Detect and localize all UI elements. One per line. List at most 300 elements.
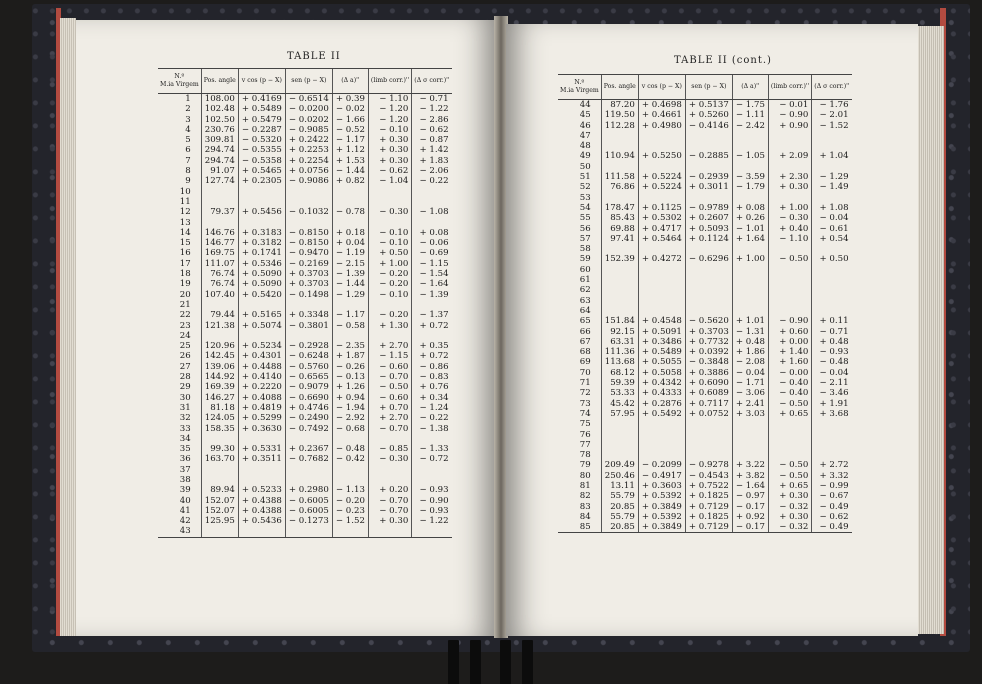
table-cell-delta-sigma <box>412 331 452 341</box>
table-cell-pos-angle <box>601 131 638 141</box>
table-cell-sen: + 0.5137 <box>685 100 732 111</box>
table-row <box>558 151 852 161</box>
table-cell-delta-a: + 3.03 <box>732 409 768 419</box>
table-cell-limb-corr <box>768 419 811 429</box>
table-cell-limb-corr: + 0.30 <box>768 182 811 192</box>
table-cell-number: 67 <box>579 336 591 347</box>
table-cell-pos-angle: 57.95 <box>601 409 638 419</box>
table-cell-pos-angle: 111.58 <box>601 172 638 182</box>
table-row <box>158 475 452 485</box>
table-row <box>158 218 452 228</box>
table-cell-limb-corr: − 1.15 <box>368 351 411 361</box>
table-cell-delta-a <box>732 306 768 316</box>
table-cell-number: 6 <box>185 145 191 156</box>
table-cell-sen: + 0.3703 <box>285 279 332 289</box>
table-cell-number: 57 <box>579 233 591 244</box>
table-cell-v-cos: + 0.3183 <box>238 228 285 238</box>
table-row <box>558 296 852 306</box>
table-row <box>558 254 852 264</box>
table-cell-number: 18 <box>179 269 191 280</box>
table-cell-delta-sigma: − 0.93 <box>412 485 452 495</box>
table-cell-v-cos <box>638 430 685 440</box>
table-cell-pos-angle: 152.07 <box>201 496 238 506</box>
table-cell-delta-sigma: + 0.50 <box>812 254 852 264</box>
table-row <box>558 450 852 460</box>
table-cell-pos-angle: 59.39 <box>601 378 638 388</box>
table-row <box>558 275 852 285</box>
table-cell-limb-corr: + 0.65 <box>768 481 811 491</box>
table-cell-delta-a: + 1.12 <box>332 145 368 155</box>
table-cell-limb-corr <box>768 285 811 295</box>
table-cell-delta-sigma <box>812 131 852 141</box>
table-row <box>158 259 452 269</box>
table-cell-pos-angle: 92.15 <box>601 327 638 337</box>
table-cell-v-cos <box>238 187 285 197</box>
table-cell-delta-a: + 0.48 <box>732 337 768 347</box>
table-cell-limb-corr: + 0.40 <box>768 224 811 234</box>
table-cell-number: 13 <box>179 217 191 228</box>
table-cell-limb-corr <box>368 218 411 228</box>
table-cell-delta-sigma: − 0.22 <box>412 413 452 423</box>
table-row <box>158 228 452 238</box>
table-cell-number: 51 <box>579 172 591 183</box>
table-cell-limb-corr <box>768 162 811 172</box>
table-cell-delta-a <box>732 430 768 440</box>
table-row <box>558 110 852 120</box>
table-cell-pos-angle: 139.06 <box>201 362 238 372</box>
table-cell-sen: − 0.5620 <box>685 316 732 326</box>
table-cell-pos-angle: 169.39 <box>201 382 238 392</box>
table-cell-pos-angle <box>201 187 238 197</box>
table-cell-delta-sigma: − 1.39 <box>412 290 452 300</box>
table-cell-pos-angle: 99.30 <box>201 444 238 454</box>
table-cell-sen: + 0.0756 <box>285 166 332 176</box>
table-cell-sen <box>685 296 732 306</box>
table-cell-number: 60 <box>579 264 591 275</box>
table-cell-number: 23 <box>179 320 191 331</box>
table-cell-v-cos: + 0.4342 <box>638 378 685 388</box>
table-cell-sen: + 0.6090 <box>685 378 732 388</box>
table-cell-sen: − 0.6005 <box>285 496 332 506</box>
table-cell-sen: + 0.5093 <box>685 224 732 234</box>
table-cell-sen: − 0.9079 <box>285 382 332 392</box>
table-row <box>158 115 452 125</box>
table-cell-number: 32 <box>179 413 191 424</box>
table-row <box>158 207 452 217</box>
table-cell-v-cos: + 0.5331 <box>238 444 285 454</box>
table-cell-v-cos: + 0.2305 <box>238 176 285 186</box>
table-cell-limb-corr: − 0.10 <box>368 228 411 238</box>
table-cell-v-cos: + 0.3849 <box>638 502 685 512</box>
table-row <box>558 481 852 491</box>
table-row <box>558 347 852 357</box>
table-row <box>158 145 452 155</box>
table-cell-limb-corr: − 0.90 <box>768 316 811 326</box>
table-cell-limb-corr: + 1.00 <box>768 203 811 213</box>
table-cell-limb-corr: + 2.70 <box>368 341 411 351</box>
table-cell-limb-corr: − 0.20 <box>368 279 411 289</box>
table-cell-pos-angle: 120.96 <box>201 341 238 351</box>
table-cell-delta-sigma <box>812 275 852 285</box>
table-cell-delta-a <box>732 193 768 203</box>
table-cell-sen: − 0.4146 <box>685 121 732 131</box>
table-cell-delta-a: + 2.41 <box>732 399 768 409</box>
table-cell-v-cos: + 0.5250 <box>638 151 685 161</box>
table-cell-number: 27 <box>179 361 191 372</box>
table-cell-delta-sigma: + 2.72 <box>812 460 852 470</box>
table-cell-delta-sigma: − 0.67 <box>812 491 852 501</box>
column-header-pos-angle: Pos. angle <box>601 75 638 100</box>
table-cell-sen: − 0.8150 <box>285 238 332 248</box>
table-cell-delta-sigma: − 1.76 <box>812 100 852 111</box>
table-row <box>558 327 852 337</box>
table-cell-number: 84 <box>579 511 591 522</box>
table-cell-delta-sigma <box>812 244 852 254</box>
table-row <box>158 104 452 114</box>
column-header-delta-sigma: (Δ σ corr.)'' <box>412 69 452 94</box>
table-row <box>558 265 852 275</box>
table-cell-delta-a <box>332 197 368 207</box>
table-row <box>558 430 852 440</box>
table-cell-v-cos <box>238 434 285 444</box>
table-cell-v-cos: + 0.5165 <box>238 310 285 320</box>
table-cell-v-cos <box>638 244 685 254</box>
table-cell-delta-sigma <box>412 434 452 444</box>
table-cell-number: 35 <box>179 444 191 455</box>
table-cell-delta-sigma: + 0.35 <box>412 341 452 351</box>
table-cell-delta-sigma: + 0.72 <box>412 321 452 331</box>
table-cell-delta-a: − 1.17 <box>332 135 368 145</box>
table-cell-pos-angle <box>201 465 238 475</box>
table-cell-delta-sigma: + 1.91 <box>812 399 852 409</box>
table-cell-pos-angle: 79.37 <box>201 207 238 217</box>
table-cell-sen: − 0.0202 <box>285 115 332 125</box>
table-cell-pos-angle: 158.35 <box>201 424 238 434</box>
table-cell-delta-sigma: − 1.54 <box>412 269 452 279</box>
table-cell-sen: − 0.7682 <box>285 454 332 464</box>
table-cell-delta-a <box>332 218 368 228</box>
table-cell-delta-sigma: − 0.22 <box>412 176 452 186</box>
table-cell-v-cos <box>638 306 685 316</box>
table-cell-limb-corr: + 1.30 <box>368 321 411 331</box>
table-cell-sen <box>285 434 332 444</box>
table-cell-pos-angle: 55.79 <box>601 491 638 501</box>
table-cell-sen <box>685 285 732 295</box>
table-cell-pos-angle <box>601 419 638 429</box>
table-cell-number: 50 <box>579 161 591 172</box>
table-cell-sen <box>685 440 732 450</box>
table-cell-v-cos <box>638 285 685 295</box>
table-cell-pos-angle: 97.41 <box>601 234 638 244</box>
table-cell-limb-corr <box>768 275 811 285</box>
table-cell-number: 49 <box>579 151 591 162</box>
table-cell-delta-a: + 0.18 <box>332 228 368 238</box>
table-cell-limb-corr: − 0.50 <box>768 399 811 409</box>
table-row <box>158 485 452 495</box>
table-cell-sen: − 0.2939 <box>685 172 732 182</box>
table-cell-sen: − 0.1498 <box>285 290 332 300</box>
table-cell-limb-corr: − 0.60 <box>368 362 411 372</box>
table-cell-limb-corr: − 0.10 <box>368 290 411 300</box>
table-cell-delta-a: − 1.01 <box>732 224 768 234</box>
table-cell-delta-a: − 0.02 <box>332 104 368 114</box>
table-cell-number: 11 <box>179 196 191 207</box>
table-cell-v-cos <box>638 440 685 450</box>
table-cell-v-cos: + 0.5224 <box>638 172 685 182</box>
table-cell-pos-angle: 163.70 <box>201 454 238 464</box>
table-cell-number: 43 <box>158 526 201 537</box>
table-cell-number: 76 <box>579 429 591 440</box>
table-row <box>558 440 852 450</box>
table-cell-sen: + 0.3348 <box>285 310 332 320</box>
table-cell-number: 42 <box>179 516 191 527</box>
table-cell-sen: + 0.7522 <box>685 481 732 491</box>
table-cell-number: 21 <box>179 299 191 310</box>
table-cell-delta-a: + 1.01 <box>732 316 768 326</box>
table-cell-v-cos <box>238 475 285 485</box>
table-cell-delta-sigma: − 0.69 <box>412 248 452 258</box>
table-cell-delta-a: − 3.06 <box>732 388 768 398</box>
table-cell-pos-angle <box>201 526 238 537</box>
table-cell-pos-angle <box>201 475 238 485</box>
table-cell-limb-corr: − 0.40 <box>768 378 811 388</box>
table-cell-number: 85 <box>558 522 601 533</box>
table-cell-pos-angle: 76.86 <box>601 182 638 192</box>
table-cell-v-cos: + 0.5224 <box>638 182 685 192</box>
table-cell-sen: + 0.3703 <box>285 269 332 279</box>
table-cell-delta-a: + 0.94 <box>332 393 368 403</box>
table-cell-limb-corr: − 0.30 <box>368 454 411 464</box>
table-row <box>158 94 452 105</box>
table-cell-delta-sigma <box>812 306 852 316</box>
table-cell-pos-angle: 85.43 <box>601 213 638 223</box>
table-cell-limb-corr <box>768 296 811 306</box>
table-cell-delta-sigma: − 0.71 <box>412 94 452 105</box>
table-cell-pos-angle <box>601 265 638 275</box>
table-cell-limb-corr: + 0.50 <box>368 248 411 258</box>
table-cell-delta-sigma: − 3.46 <box>812 388 852 398</box>
table-row <box>158 444 452 454</box>
table-cell-sen <box>685 131 732 141</box>
table-cell-sen <box>685 162 732 172</box>
table-cell-delta-a: + 0.82 <box>332 176 368 186</box>
table-cell-limb-corr: − 0.70 <box>368 372 411 382</box>
table-cell-pos-angle <box>601 430 638 440</box>
column-header-delta-sigma: (Δ σ corr.)'' <box>812 75 852 100</box>
table-cell-delta-a <box>732 419 768 429</box>
table-cell-number: 72 <box>579 388 591 399</box>
table-cell-delta-sigma <box>812 193 852 203</box>
table-row <box>558 388 852 398</box>
table-cell-pos-angle <box>201 434 238 444</box>
table-cell-v-cos: − 0.4917 <box>638 471 685 481</box>
table-cell-limb-corr: − 0.30 <box>768 213 811 223</box>
table-row <box>158 341 452 351</box>
table-cell-v-cos: + 0.4488 <box>238 362 285 372</box>
table-cell-pos-angle <box>601 275 638 285</box>
table-cell-delta-a <box>732 285 768 295</box>
left-table-title: TABLE II <box>287 51 341 62</box>
table-cell-sen: − 0.2490 <box>285 413 332 423</box>
table-cell-pos-angle: 102.48 <box>201 104 238 114</box>
table-cell-pos-angle: 146.76 <box>201 228 238 238</box>
table-cell-limb-corr: − 0.85 <box>368 444 411 454</box>
table-cell-limb-corr: − 0.70 <box>368 506 411 516</box>
table-cell-v-cos: + 0.4698 <box>638 100 685 111</box>
table-cell-v-cos <box>638 162 685 172</box>
table-cell-sen <box>285 300 332 310</box>
table-cell-delta-sigma: − 0.62 <box>412 125 452 135</box>
column-header-v-cos: v cos (p − X) <box>638 75 685 100</box>
table-cell-sen: − 0.1273 <box>285 516 332 526</box>
table-cell-delta-a: + 1.86 <box>732 347 768 357</box>
table-cell-sen: − 0.6248 <box>285 351 332 361</box>
table-cell-pos-angle: 91.07 <box>201 166 238 176</box>
table-cell-delta-a: − 0.17 <box>732 522 768 533</box>
table-cell-pos-angle: 112.28 <box>601 121 638 131</box>
table-cell-limb-corr <box>768 430 811 440</box>
table-cell-delta-sigma: + 0.54 <box>812 234 852 244</box>
table-cell-limb-corr: − 0.50 <box>368 382 411 392</box>
table-cell-v-cos: + 0.5234 <box>238 341 285 351</box>
table-cell-sen: + 0.7117 <box>685 399 732 409</box>
table-cell-v-cos: + 0.5233 <box>238 485 285 495</box>
table-cell-delta-a: − 1.75 <box>732 100 768 111</box>
column-header-limb-corr: (limb corr.)'' <box>368 69 411 94</box>
table-cell-delta-sigma: − 0.72 <box>412 454 452 464</box>
table-cell-pos-angle: 209.49 <box>601 460 638 470</box>
table-cell-sen: + 0.3011 <box>685 182 732 192</box>
table-cell-v-cos: + 0.5058 <box>638 368 685 378</box>
table-cell-delta-sigma: − 0.04 <box>812 368 852 378</box>
table-cell-v-cos: + 0.4301 <box>238 351 285 361</box>
table-cell-number: 39 <box>179 485 191 496</box>
table-cell-delta-sigma: − 1.38 <box>412 424 452 434</box>
table-cell-v-cos <box>238 197 285 207</box>
table-row <box>158 310 452 320</box>
table-cell-sen: − 0.3801 <box>285 321 332 331</box>
table-cell-delta-a <box>732 131 768 141</box>
table-cell-delta-a <box>332 465 368 475</box>
table-cell-pos-angle: 125.95 <box>201 516 238 526</box>
table-cell-limb-corr: + 1.60 <box>768 357 811 367</box>
table-row <box>158 506 452 516</box>
table-cell-limb-corr <box>768 244 811 254</box>
table-cell-number: 26 <box>179 351 191 362</box>
table-row <box>558 337 852 347</box>
table-cell-sen: − 0.2885 <box>685 151 732 161</box>
table-row <box>158 187 452 197</box>
table-cell-sen: + 0.1825 <box>685 491 732 501</box>
table-cell-limb-corr: + 0.30 <box>368 156 411 166</box>
table-cell-delta-sigma <box>412 197 452 207</box>
table-cell-sen: − 0.6565 <box>285 372 332 382</box>
table-row <box>558 502 852 512</box>
table-cell-v-cos: − 0.2099 <box>638 460 685 470</box>
table-cell-delta-sigma: − 0.71 <box>812 327 852 337</box>
table-cell-delta-a: − 1.39 <box>332 269 368 279</box>
table-cell-number: 53 <box>579 192 591 203</box>
table-cell-v-cos: + 0.2876 <box>638 399 685 409</box>
table-cell-v-cos: + 0.5055 <box>638 357 685 367</box>
table-cell-delta-sigma: − 1.08 <box>412 207 452 217</box>
table-cell-v-cos: + 0.4661 <box>638 110 685 120</box>
table-cell-pos-angle: 110.94 <box>601 151 638 161</box>
table-cell-limb-corr: + 1.00 <box>368 259 411 269</box>
table-cell-number: 77 <box>579 439 591 450</box>
table-row <box>158 526 452 537</box>
table-row <box>158 362 452 372</box>
table-cell-v-cos <box>638 193 685 203</box>
right-table-title: TABLE II (cont.) <box>674 55 772 66</box>
table-cell-limb-corr: − 0.40 <box>768 388 811 398</box>
table-cell-delta-sigma: − 1.64 <box>412 279 452 289</box>
table-cell-delta-a: − 1.13 <box>332 485 368 495</box>
table-cell-limb-corr <box>368 526 411 537</box>
table-cell-limb-corr: − 0.30 <box>368 207 411 217</box>
table-cell-number: 19 <box>179 279 191 290</box>
table-row <box>158 351 452 361</box>
table-row <box>158 382 452 392</box>
table-row <box>158 135 452 145</box>
table-cell-limb-corr: − 1.04 <box>368 176 411 186</box>
table-cell-delta-sigma: − 1.24 <box>412 403 452 413</box>
table-cell-sen <box>285 197 332 207</box>
table-cell-delta-sigma: − 2.86 <box>412 115 452 125</box>
table-cell-v-cos: + 0.5489 <box>238 104 285 114</box>
table-cell-limb-corr: − 0.62 <box>368 166 411 176</box>
table-cell-delta-a: − 0.26 <box>332 362 368 372</box>
column-header-number: N.º M.ia Virgem <box>158 69 201 94</box>
table-cell-pos-angle: 230.76 <box>201 125 238 135</box>
table-cell-limb-corr: − 0.50 <box>768 254 811 264</box>
table-row <box>558 131 852 141</box>
table-cell-pos-angle: 81.18 <box>201 403 238 413</box>
table-cell-sen <box>685 265 732 275</box>
table-cell-delta-a <box>732 244 768 254</box>
table-cell-delta-sigma: + 0.08 <box>412 228 452 238</box>
table-cell-delta-a: − 1.31 <box>732 327 768 337</box>
table-cell-delta-a: − 1.19 <box>332 248 368 258</box>
table-cell-v-cos: + 0.5479 <box>238 115 285 125</box>
table-cell-sen <box>685 193 732 203</box>
table-cell-limb-corr: − 1.20 <box>368 104 411 114</box>
table-cell-pos-angle: 146.77 <box>201 238 238 248</box>
table-cell-sen: − 0.9278 <box>685 460 732 470</box>
table-cell-delta-sigma: − 1.22 <box>412 516 452 526</box>
table-cell-sen: + 0.0752 <box>685 409 732 419</box>
table-cell-sen: + 0.2254 <box>285 156 332 166</box>
table-cell-v-cos: + 0.4333 <box>638 388 685 398</box>
table-cell-delta-a: − 0.58 <box>332 321 368 331</box>
table-cell-delta-sigma: − 1.49 <box>812 182 852 192</box>
table-cell-number: 33 <box>179 423 191 434</box>
table-cell-delta-sigma: − 0.62 <box>812 512 852 522</box>
table-row <box>558 162 852 172</box>
table-cell-pos-angle: 20.85 <box>601 522 638 533</box>
table-row <box>558 378 852 388</box>
table-cell-delta-sigma: − 2.06 <box>412 166 452 176</box>
table-cell-number: 5 <box>185 135 191 146</box>
table-cell-pos-angle: 152.39 <box>601 254 638 264</box>
table-cell-delta-sigma <box>412 300 452 310</box>
table-cell-v-cos: − 0.5358 <box>238 156 285 166</box>
table-cell-pos-angle: 124.05 <box>201 413 238 423</box>
table-cell-delta-sigma: + 1.08 <box>812 203 852 213</box>
table-cell-delta-sigma <box>812 285 852 295</box>
table-cell-delta-a: + 1.00 <box>732 254 768 264</box>
table-cell-v-cos: + 0.4140 <box>238 372 285 382</box>
